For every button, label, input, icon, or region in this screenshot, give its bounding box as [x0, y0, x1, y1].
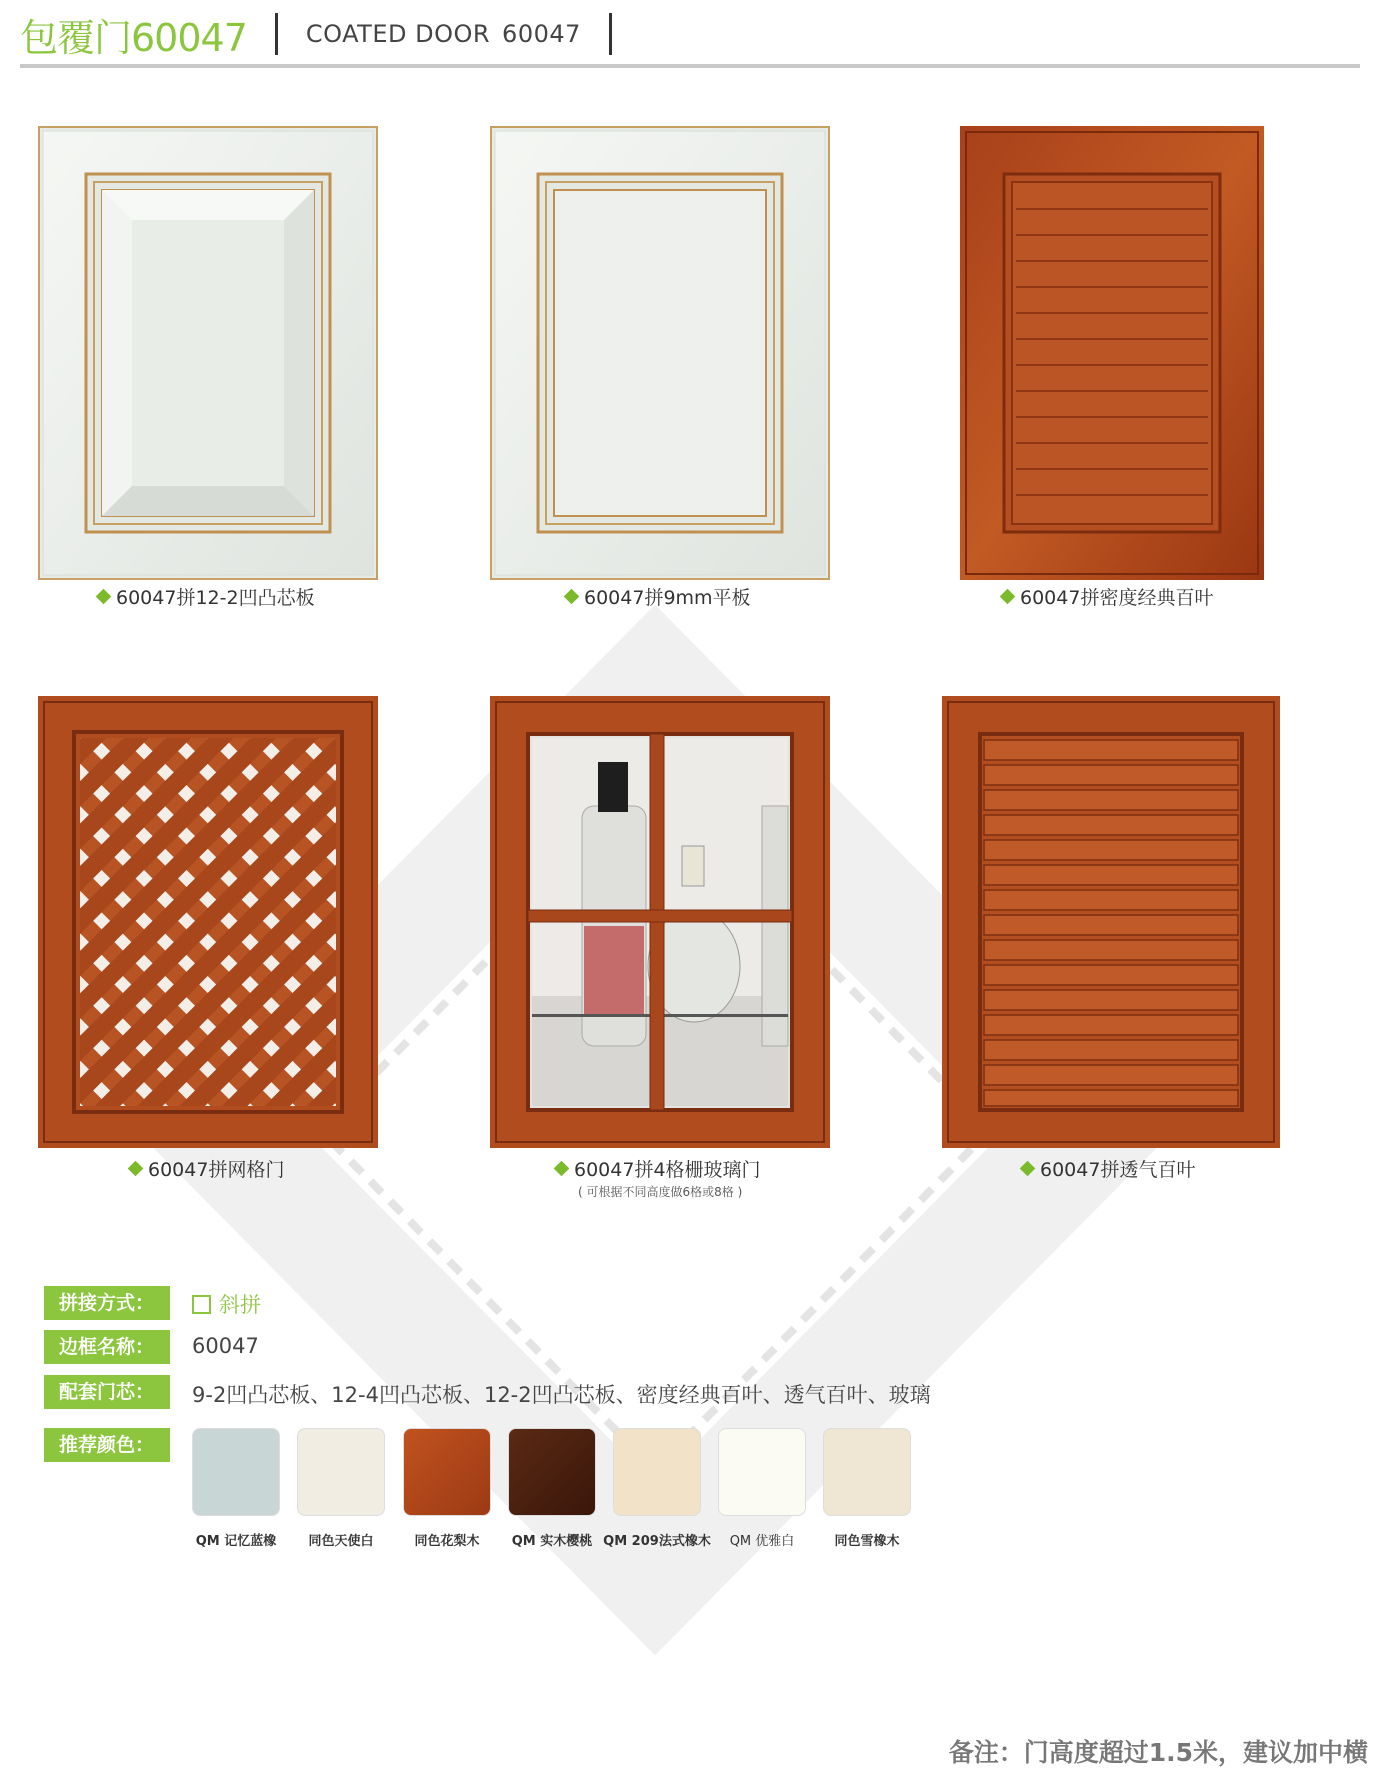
color-swatch	[403, 1428, 491, 1516]
title-divider	[275, 13, 278, 55]
recommended-color-label: 推荐颜色：	[44, 1428, 170, 1462]
door-caption	[1002, 583, 1213, 610]
door-subcaption: ( 可根据不同高度做6格或8格 )	[578, 1185, 743, 1199]
door-caption	[98, 583, 315, 610]
frame-name-label: 边框名称：	[44, 1330, 170, 1364]
door-caption-text: 60047拼透气百叶	[1040, 1159, 1196, 1181]
door-caption-text: 60047拼12-2凹凸芯板	[116, 587, 315, 609]
color-swatch	[297, 1428, 385, 1516]
page-header	[20, 8, 640, 60]
door-caption	[130, 1155, 284, 1182]
diamond-bullet-icon	[564, 589, 580, 605]
door-core-label: 配套门芯：	[44, 1375, 170, 1409]
door-caption-text: 60047拼9mm平板	[584, 587, 751, 609]
checkbox-icon	[192, 1295, 211, 1314]
swatch-name: QM 209法式橡木	[603, 1534, 711, 1549]
color-swatch	[823, 1428, 911, 1516]
door-image-glass-grid	[490, 696, 830, 1148]
swatch-name: 同色雪橡木	[834, 1534, 900, 1549]
swatch-name: 同色天使白	[308, 1534, 374, 1549]
door-caption-text: 60047拼密度经典百叶	[1020, 587, 1214, 609]
header-rule	[20, 64, 1360, 68]
title-divider-end	[609, 13, 612, 55]
join-method-label: 拼接方式：	[44, 1286, 170, 1320]
color-swatch	[508, 1428, 596, 1516]
join-method-value	[192, 1289, 261, 1319]
title-en-number: 60047	[502, 20, 581, 48]
title-cn: 包覆门60047	[20, 15, 247, 60]
color-swatch	[613, 1428, 701, 1516]
diamond-bullet-icon	[1020, 1161, 1036, 1177]
swatch-name: QM 优雅白	[729, 1534, 795, 1549]
door-caption	[566, 583, 751, 610]
color-swatch	[192, 1428, 280, 1516]
swatch-name: 同色花梨木	[414, 1534, 480, 1549]
door-image-vent-louvre	[942, 696, 1280, 1148]
swatch-name: QM 实木樱桃	[511, 1534, 593, 1549]
door-core-value: 9-2凹凸芯板、12-4凹凸芯板、12-2凹凸芯板、密度经典百叶、透气百叶、玻璃	[192, 1383, 931, 1407]
door-caption-text: 60047拼网格门	[148, 1159, 285, 1181]
diamond-bullet-icon	[554, 1161, 570, 1177]
diamond-bullet-icon	[1000, 589, 1016, 605]
frame-name-value: 60047	[192, 1334, 259, 1358]
swatch-name: QM 记忆蓝橡	[195, 1534, 277, 1549]
join-method-text: 斜拼	[219, 1293, 261, 1317]
door-image-flat-panel	[490, 126, 830, 580]
door-caption	[556, 1155, 761, 1182]
door-image-lattice	[38, 696, 378, 1148]
diamond-bullet-icon	[96, 589, 112, 605]
diamond-bullet-icon	[128, 1161, 144, 1177]
door-caption-text: 60047拼4格栅玻璃门	[574, 1159, 761, 1181]
door-image-raised-panel	[38, 126, 378, 580]
color-swatch	[718, 1428, 806, 1516]
door-image-classic-louvre	[960, 126, 1264, 580]
footer-note: 备注：门高度超过1.5米，建议加中横	[948, 1738, 1368, 1767]
door-caption	[1022, 1155, 1195, 1182]
title-en	[306, 20, 581, 48]
title-en-text: COATED DOOR	[305, 20, 491, 48]
